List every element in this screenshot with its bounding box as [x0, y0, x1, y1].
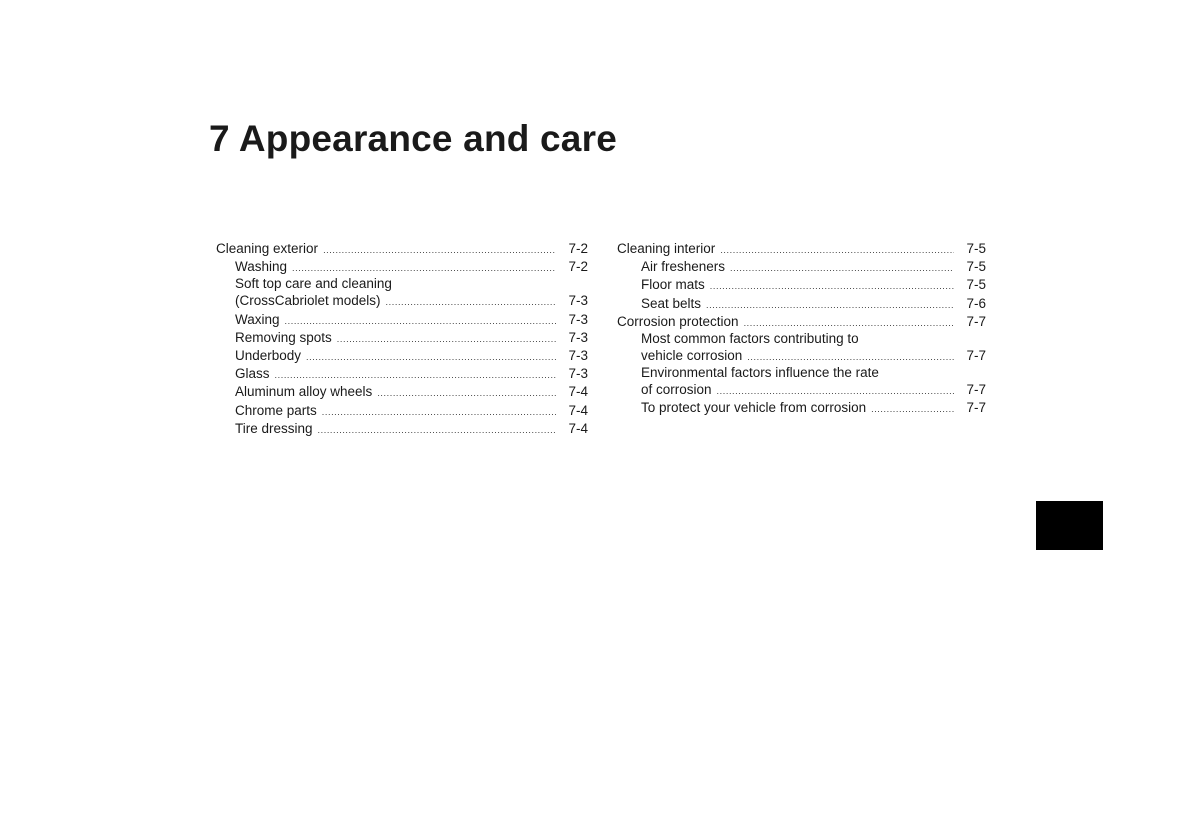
- chapter-title: 7 Appearance and care: [209, 118, 617, 159]
- toc-entry-label: Aluminum alloy wheels: [235, 384, 373, 400]
- toc-entry-label: Corrosion protection: [617, 313, 739, 329]
- toc-entry-label: Glass: [235, 366, 270, 382]
- dot-leader: [285, 312, 556, 330]
- toc-page-number: 7-4: [568, 384, 588, 400]
- toc-entry-label-line: Environmental factors influence the rate: [641, 365, 879, 381]
- toc-page-number: 7-6: [966, 295, 986, 311]
- toc-entry[interactable]: [617, 365, 986, 399]
- dot-leader: [744, 314, 954, 332]
- toc-entry[interactable]: [216, 329, 588, 347]
- toc-entry-label: Seat belts: [641, 295, 702, 311]
- toc-entry[interactable]: [216, 311, 588, 329]
- toc-entry-label: of corrosion: [641, 382, 712, 398]
- toc-entry[interactable]: [617, 399, 986, 417]
- dot-leader: [386, 293, 556, 311]
- toc-page-number: 7-4: [568, 402, 588, 418]
- toc-entry[interactable]: [216, 402, 588, 420]
- dot-leader: [747, 348, 954, 366]
- dot-leader: [706, 296, 954, 314]
- toc-page-number: 7-3: [568, 311, 588, 327]
- dot-leader: [318, 421, 556, 439]
- toc-entry[interactable]: [216, 347, 588, 365]
- toc-page-number: 7-2: [568, 259, 588, 275]
- toc-page-number: 7-7: [966, 347, 986, 363]
- toc-entry[interactable]: [617, 240, 986, 258]
- dot-leader: [871, 400, 954, 418]
- toc-entry-label: Air fresheners: [641, 259, 726, 275]
- toc-page-number: 7-5: [966, 241, 986, 256]
- dot-leader: [322, 403, 556, 421]
- dot-leader: [306, 348, 556, 366]
- toc-entry-label: Floor mats: [641, 277, 705, 293]
- toc-page-number: 7-5: [966, 259, 986, 275]
- toc-entry-label: vehicle corrosion: [641, 347, 743, 363]
- toc-entry-label: Waxing: [235, 311, 280, 327]
- toc-entry[interactable]: [216, 383, 588, 401]
- toc-entry-label-line: Most common factors contributing to: [641, 330, 859, 346]
- toc-entry[interactable]: [617, 313, 986, 331]
- dot-leader: [377, 384, 556, 402]
- toc-entry[interactable]: [216, 365, 588, 383]
- toc-entry[interactable]: [617, 331, 986, 365]
- toc-entry-label-line: Soft top care and cleaning: [235, 276, 392, 292]
- toc-entry-label: Cleaning exterior: [216, 241, 319, 256]
- toc-entry-label: Underbody: [235, 347, 302, 363]
- toc-entry[interactable]: [216, 420, 588, 438]
- dot-leader: [275, 366, 556, 384]
- toc-entry-label: Tire dressing: [235, 420, 313, 436]
- dot-leader: [717, 382, 954, 400]
- toc-entry[interactable]: [617, 258, 986, 276]
- toc-page-number: 7-7: [966, 382, 986, 398]
- toc-page-number: 7-3: [568, 329, 588, 345]
- toc-page-number: 7-3: [568, 293, 588, 309]
- toc-page-number: 7-3: [568, 366, 588, 382]
- toc-entry[interactable]: [216, 258, 588, 276]
- dot-leader: [720, 241, 954, 259]
- toc-entry-label: Cleaning interior: [617, 241, 716, 256]
- toc-column-left: [216, 240, 588, 438]
- dot-leader: [710, 277, 954, 295]
- toc-entry-label: To protect your vehicle from corrosion: [641, 400, 867, 416]
- toc-entry[interactable]: [617, 295, 986, 313]
- toc-entry-label: Chrome parts: [235, 402, 317, 418]
- toc-page-number: 7-7: [966, 400, 986, 416]
- dot-leader: [337, 330, 556, 348]
- toc-entry[interactable]: [216, 240, 588, 258]
- toc-entry-label: Washing: [235, 259, 288, 275]
- toc-entry[interactable]: [216, 276, 588, 310]
- dot-leader: [730, 259, 954, 277]
- toc-column-right: [617, 240, 986, 418]
- toc-page-number: 7-5: [966, 277, 986, 293]
- toc-page-number: 7-7: [966, 313, 986, 329]
- toc-page-number: 7-2: [568, 241, 588, 256]
- toc-entry[interactable]: [617, 276, 986, 294]
- toc-page-number: 7-3: [568, 347, 588, 363]
- dot-leader: [323, 241, 556, 259]
- toc-page-number: 7-4: [568, 420, 588, 436]
- dot-leader: [292, 259, 556, 277]
- chapter-tab-marker: [1036, 501, 1103, 550]
- toc-entry-label: Removing spots: [235, 329, 332, 345]
- toc-entry-label: (CrossCabriolet models): [235, 293, 381, 309]
